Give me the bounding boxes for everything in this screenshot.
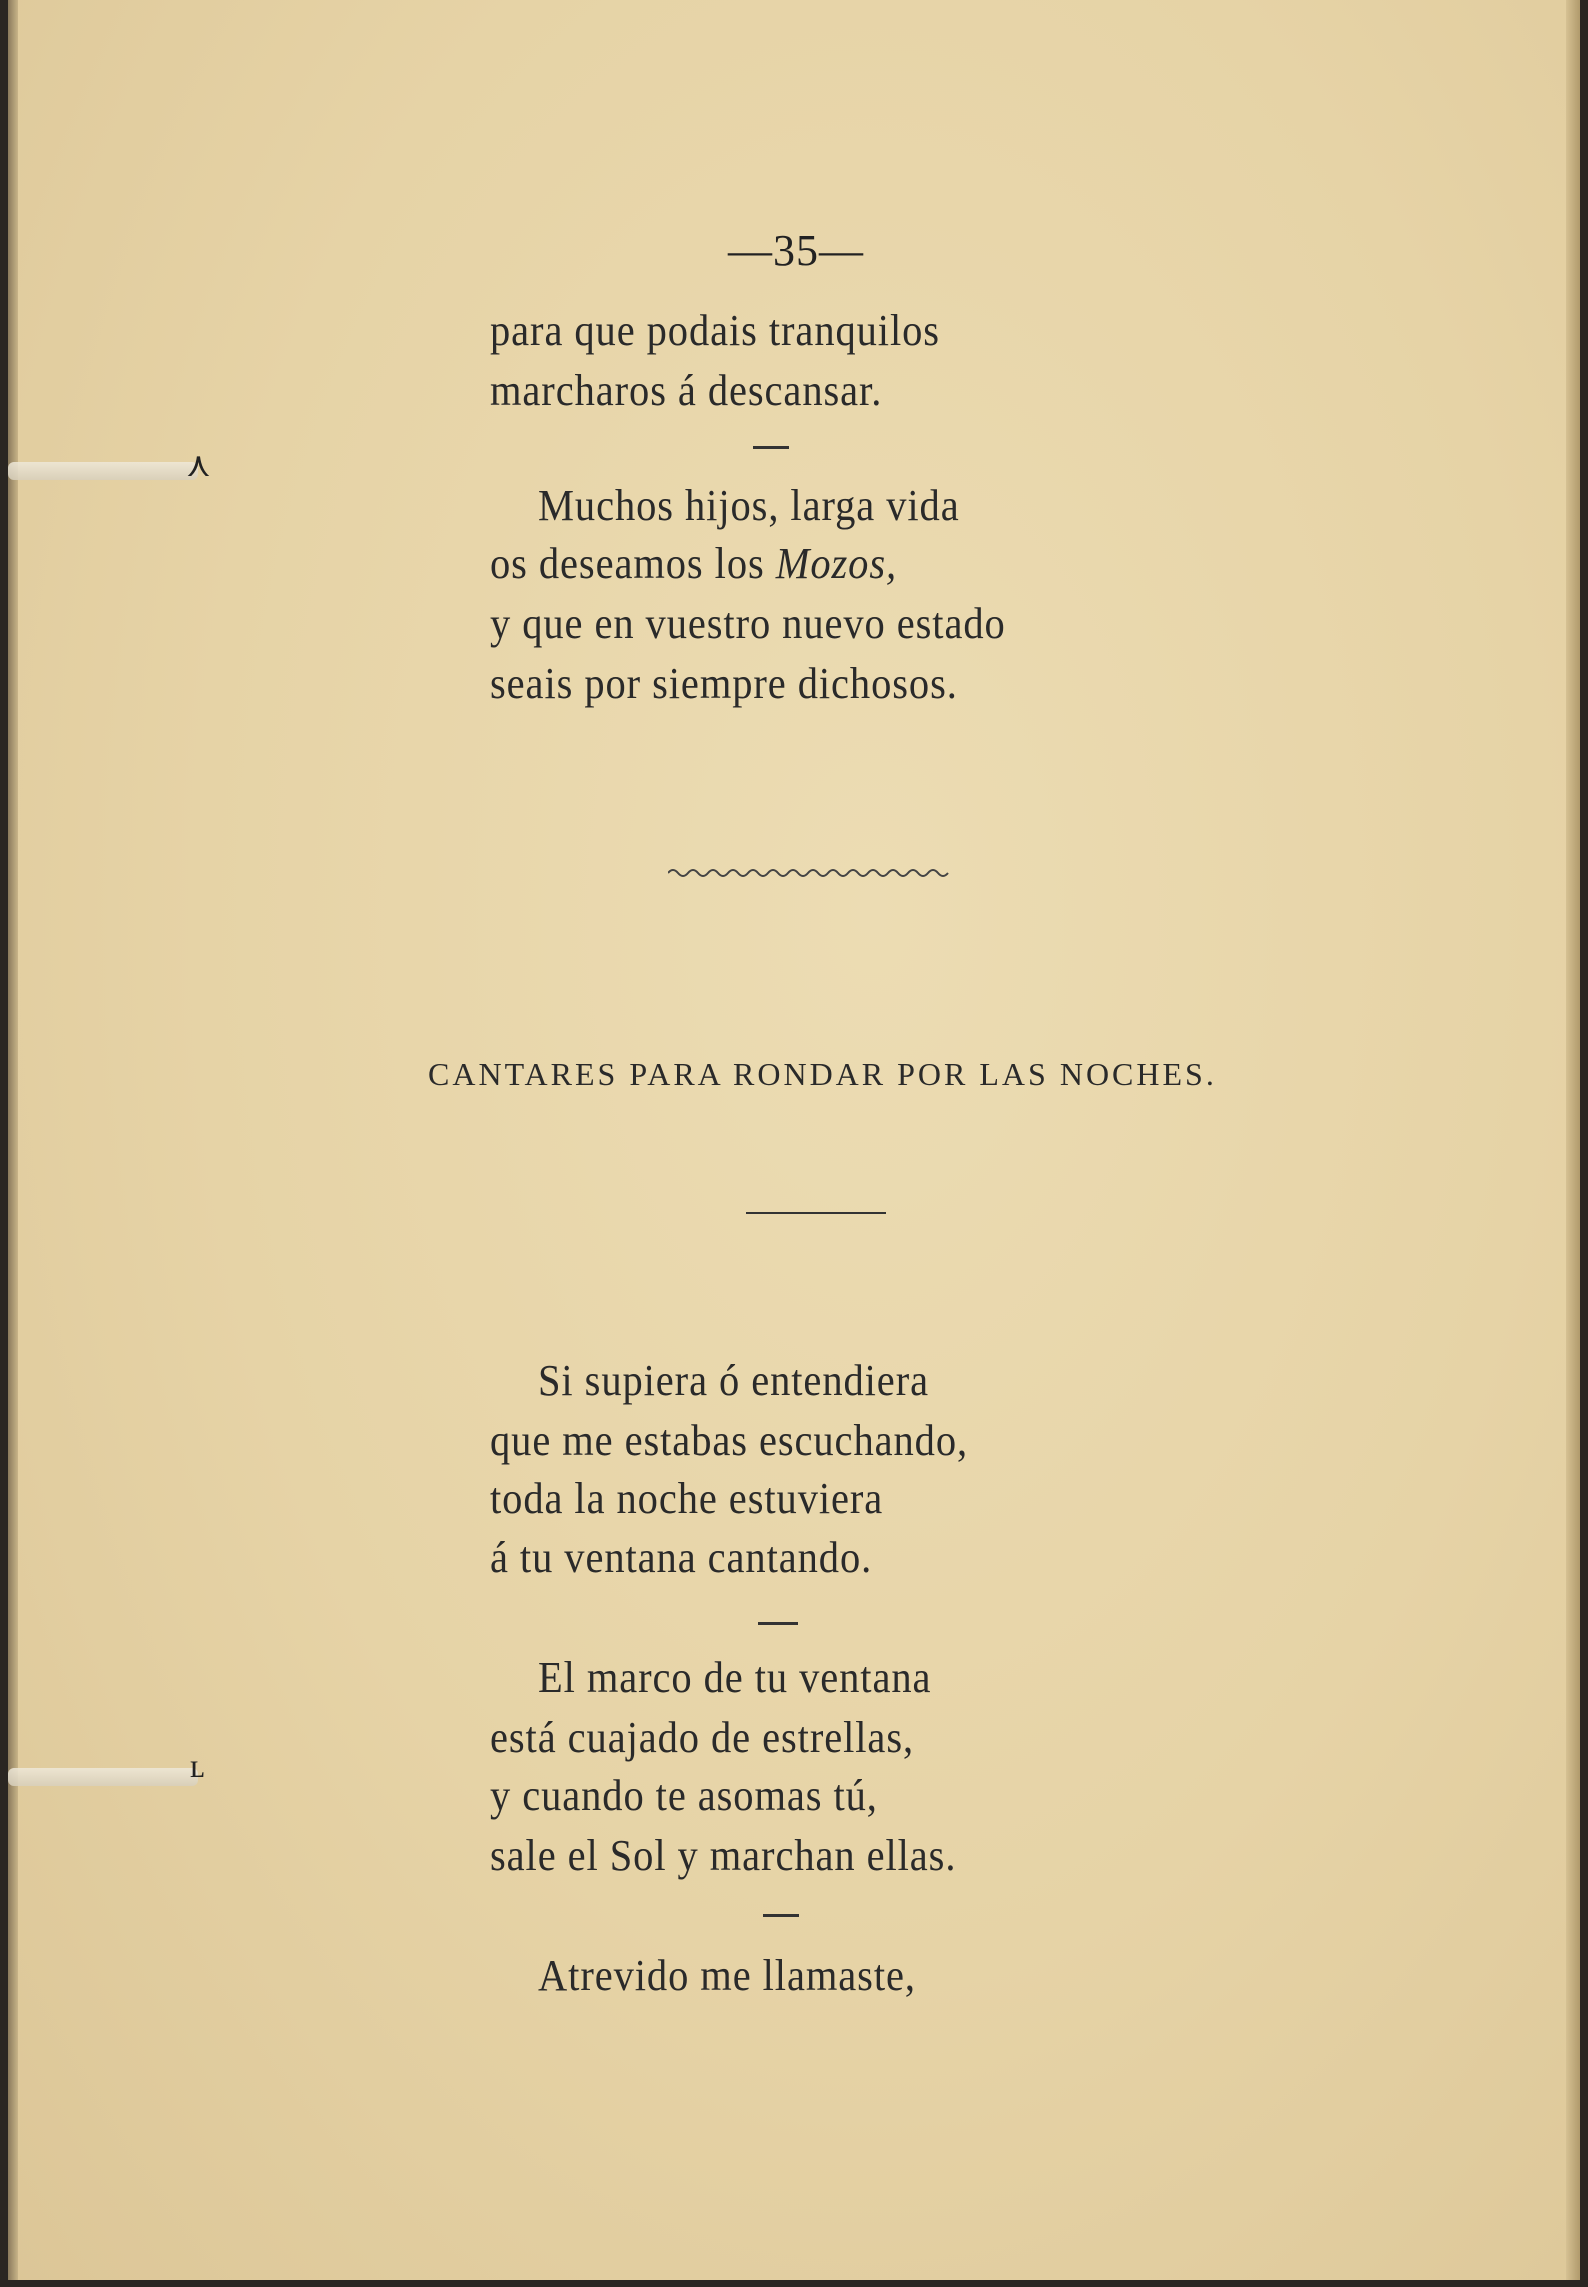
verse-line: toda la noche estuviera [490,1474,884,1523]
emphasized-word: Mozos, [775,539,898,588]
verse-line: marcharos á descansar. [490,366,883,415]
section-heading: CANTARES PARA RONDAR POR LAS NOCHES. [428,1056,1217,1092]
binding-thread-top [8,462,198,480]
verse-line: sale el Sol y marchan ellas. [490,1831,957,1880]
stanza-separator [753,446,789,449]
binding-thread-bottom [8,1768,198,1786]
wavy-ornament [668,866,950,880]
verse-line: El marco de tu ventana [538,1653,932,1702]
verse-line: para que podais tranquilos [490,306,940,355]
page-spine [8,0,18,2280]
binding-knot-bottom: ʟ [190,1748,205,1785]
verse-line: Atrevido me llamaste, [538,1951,916,2000]
page-edge [1566,0,1580,2280]
verse-line: está cuajado de estrellas, [490,1713,915,1762]
book-page [8,0,1580,2280]
verse-line: Muchos hijos, larga vida [538,481,960,530]
verse-line: y cuando te asomas tú, [490,1771,878,1820]
verse-line: seais por siempre dichosos. [490,659,958,708]
stanza-separator [763,1914,799,1917]
page-number: —35— [728,226,864,275]
stanza-separator [758,1622,798,1625]
verse-line: y que en vuestro nuevo estado [490,599,1006,648]
verse-line: que me estabas escuchando, [490,1416,969,1465]
binding-knot-top: ⋏ [186,447,211,484]
verse-line: á tu ventana cantando. [490,1533,873,1582]
heading-rule [746,1212,886,1214]
verse-line: Si supiera ó entendiera [538,1356,929,1405]
verse-line: os deseamos los Mozos, [490,539,898,588]
